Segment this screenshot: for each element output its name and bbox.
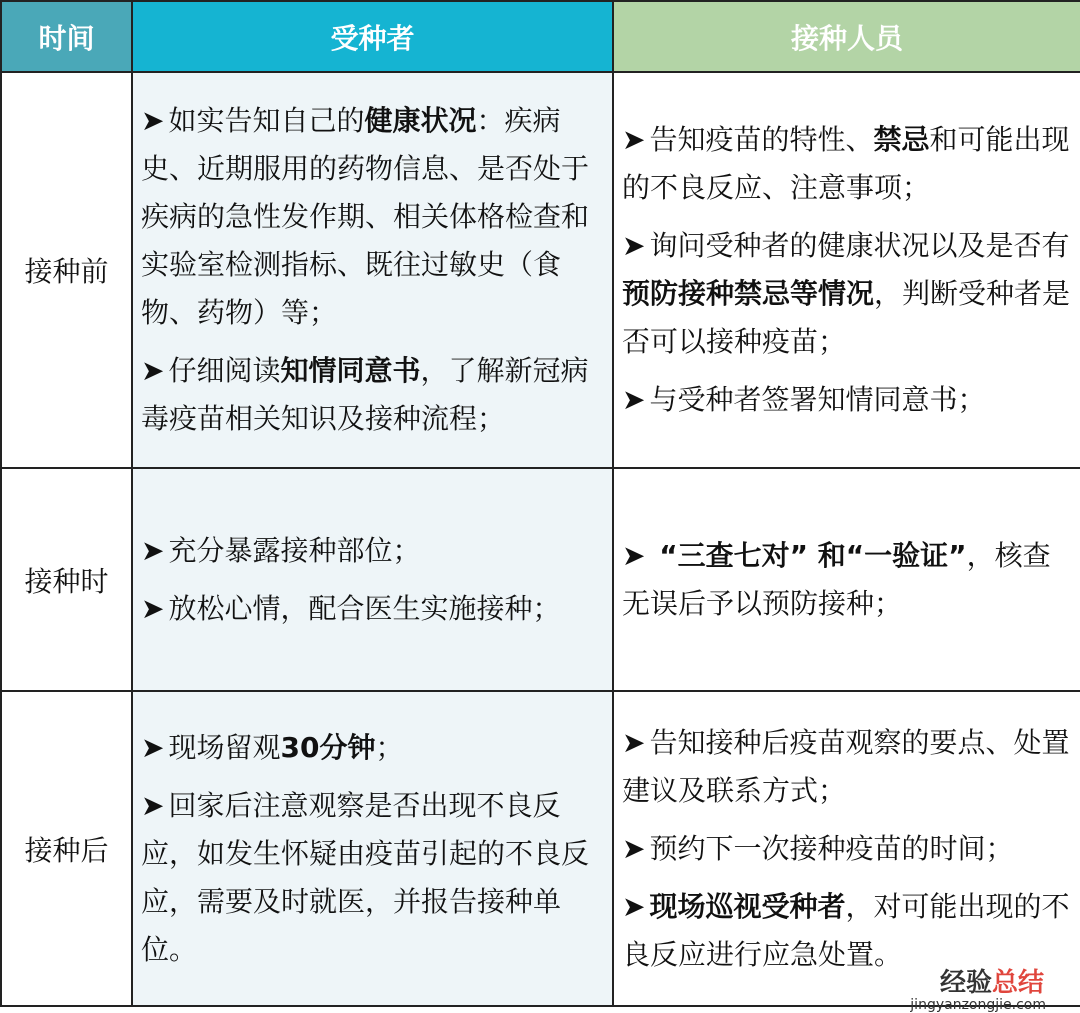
arrow-bullet-icon: ➤ [622,725,646,759]
table-row [1,468,1080,691]
item-text: 如实告知自己的 [168,104,365,137]
item-text: ，判断受种者是否可以接种疫苗； [622,277,1071,358]
recipient-item [141,782,606,974]
row-time-after: 接种后 [1,691,132,1006]
staff-item [622,532,1074,628]
arrow-bullet-icon: ➤ [622,831,646,865]
emphasis-text: 健康状况 [364,104,477,137]
item-text: 和可能出现的不良反应、注意事项； [622,123,1070,204]
recipient-item [141,585,606,633]
row-time-during: 接种时 [1,468,132,691]
recipient-item [141,724,606,772]
header-recipient: 受种者 [132,1,613,72]
staff-item [622,222,1074,366]
staff-item [622,825,1074,873]
arrow-bullet-icon: ➤ [141,533,165,567]
item-text: 询问受种者的健康状况以及是否有 [649,229,1070,262]
table-row [1,72,1080,468]
recipient-cell-during [132,468,613,691]
row-time-before: 接种前 [1,72,132,468]
table-row [1,691,1080,1006]
arrow-bullet-icon: ➤ [141,788,165,822]
arrow-bullet-icon: ➤ [141,730,165,764]
watermark-main: 经验 [939,968,992,998]
item-text: 充分暴露接种部位； [168,533,421,567]
arrow-bullet-icon: ➤ [141,104,165,137]
table-header-row [1,1,1080,72]
recipient-item [141,347,606,443]
item-text: 预约下一次接种疫苗的时间； [649,831,1014,865]
arrow-bullet-icon: ➤ [622,889,646,923]
recipient-cell-after [132,691,613,1006]
emphasis-text: 禁忌 [873,123,930,156]
arrow-bullet-icon: ➤ [141,591,165,625]
item-text: ，了解新冠病毒疫苗相关知识及接种流程； [141,354,589,435]
arrow-bullet-icon: ➤ [141,354,165,387]
item-text: 仔细阅读 [168,354,281,387]
watermark-url: jingyanzongjie.com [910,997,1046,1013]
staff-cell-after [613,691,1080,1006]
emphasis-text: 知情同意书 [280,354,421,387]
recipient-cell-before [132,72,613,468]
item-text: ，核查无误后予以预防接种； [622,538,1051,620]
staff-item [622,719,1074,815]
item-text: 告知疫苗的特性、 [649,123,874,156]
recipient-item [141,97,606,337]
recipient-item [141,527,606,575]
item-text: 与受种者签署知情同意书； [649,383,986,416]
staff-item [622,116,1074,212]
watermark-logo [940,962,1044,999]
arrow-bullet-icon: ➤ [622,538,646,572]
arrow-bullet-icon: ➤ [622,383,646,416]
item-text: 放松心情，配合医生实施接种； [168,591,561,625]
watermark-accent: 总结 [991,968,1044,998]
emphasis-text: 现场巡视受种者 [649,889,846,923]
emphasis-text: 预防接种禁忌等情况 [622,277,875,310]
arrow-bullet-icon: ➤ [622,123,646,156]
header-time: 时间 [1,1,132,72]
staff-cell-before [613,72,1080,468]
emphasis-text: 30分钟 [280,730,376,764]
item-text: ：疾病史、近期服用的药物信息、是否处于疾病的急性发作期、相关体格检查和实验室检测指标、既往过敏史（食物、药物）等； [141,104,590,329]
item-text: 告知接种后疫苗观察的要点、处置建议及联系方式； [622,725,1070,807]
staff-cell-during [613,468,1080,691]
staff-item [622,376,1074,424]
item-text: ； [375,730,404,764]
item-text: 回家后注意观察是否出现不良反应，如发生怀疑由疫苗引起的不良反应，需要及时就医，并报告接种单位。 [141,788,590,966]
emphasis-text: “三查七对” 和“一验证” [649,538,967,572]
header-staff: 接种人员 [613,1,1080,72]
item-text: ，对可能出现的不良反应进行应急处置。 [622,889,1070,971]
arrow-bullet-icon: ➤ [622,229,646,262]
item-text: 现场留观 [168,730,281,764]
